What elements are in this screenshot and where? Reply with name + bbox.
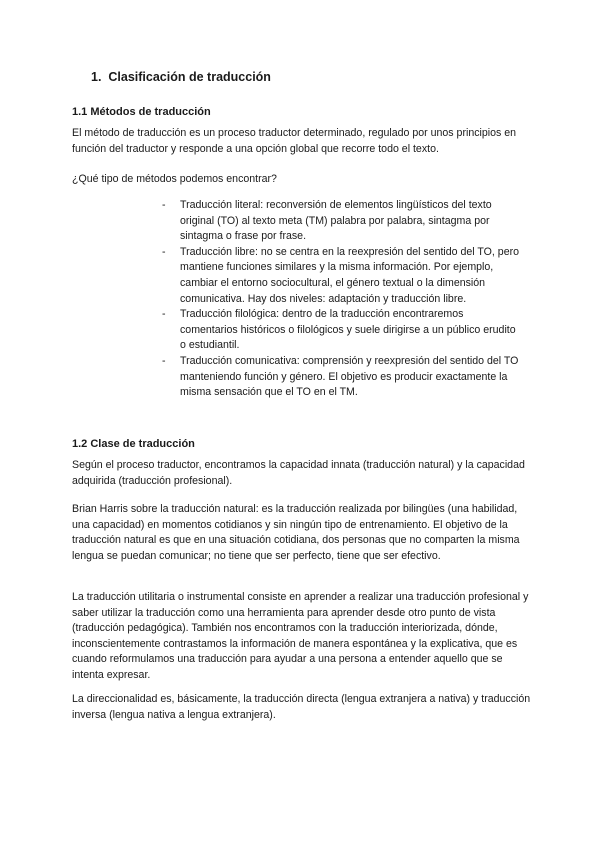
list-item-text: Traducción literal: reconversión de elementos lingüísticos del texto original (TO) al texto meta (TM) palabra por palabra, sintagma por sintagma o frase por frase.	[180, 199, 492, 243]
section-heading	[91, 70, 271, 84]
class-paragraph-3: La traducción utilitaria o instrumental consiste en aprender a realizar una traducción profesional y saber utilizar la traducción como una herramienta para aprender desde otro punto de vista (traducción pedagógica). También nos encontramos con la traducción interiorizada, dónde, inconscientemente contrastamos la información de manera espontánea y la explicativa, que es cuando reformulamos una traducción para ayudar a una persona a entender aquello que se intenta expresar.	[72, 591, 529, 681]
class-paragraph-2: Brian Harris sobre la traducción natural: es la traducción realizada por bilingües (una habilidad, una capacidad) en momentos cotidianos y sin ningún tipo de entrenamiento. El objetivo de la traducción natural es que en una situación cotidiana, dos personas que no comparten la misma lengua se puedan comunicar; no tiene que ser perfecto, tiene que ser efectivo.	[72, 503, 520, 562]
methods-question: ¿Qué tipo de métodos podemos encontrar?	[72, 173, 277, 185]
list-item	[162, 198, 520, 245]
bullet-dash: -	[162, 308, 166, 321]
list-item-text: Traducción filológica: dentro de la traducción encontraremos comentarios históricos o filológicos y suele dirigirse a un público erudito o estudiantil.	[180, 308, 516, 352]
list-item	[162, 245, 520, 307]
subsection-heading-class: 1.2 Clase de traducción	[72, 438, 195, 450]
list-item	[162, 307, 520, 354]
section-number: 1.	[91, 70, 102, 84]
bullet-dash: -	[162, 199, 166, 211]
methods-intro-paragraph: El método de traducción es un proceso traductor determinado, regulado por unos principios en función del traductor y responde a una opción global que recorre todo el texto.	[72, 127, 517, 155]
section-title: Clasificación de traducción	[108, 70, 271, 84]
methods-list	[162, 198, 520, 401]
bullet-dash: -	[162, 354, 166, 367]
list-item	[162, 354, 520, 401]
list-item-text: Traducción libre: no se centra en la reexpresión del sentido del TO, pero mantiene funciones similares y la misma información. Por ejemplo, cambiar el entorno sociocultural, el género textual o la dimensión comunicativa. Hay dos niveles: adaptación y traducción libre.	[180, 245, 519, 305]
subsection-heading-methods: 1.1 Métodos de traducción	[72, 106, 211, 118]
class-paragraph-1: Según el proceso traductor, encontramos la capacidad innata (traducción natural) y la capacidad adquirida (traducción profesional).	[72, 459, 525, 487]
list-item-text: Traducción comunicativa: comprensión y reexpresión del sentido del TO manteniendo función y género. El objetivo es producir exactamente la misma sensación que el TO en el TM.	[180, 354, 519, 399]
class-paragraph-4: La direccionalidad es, básicamente, la traducción directa (lengua extranjera a nativa) y traducción inversa (lengua nativa a lengua extranjera).	[72, 693, 531, 721]
bullet-dash: -	[162, 245, 166, 258]
